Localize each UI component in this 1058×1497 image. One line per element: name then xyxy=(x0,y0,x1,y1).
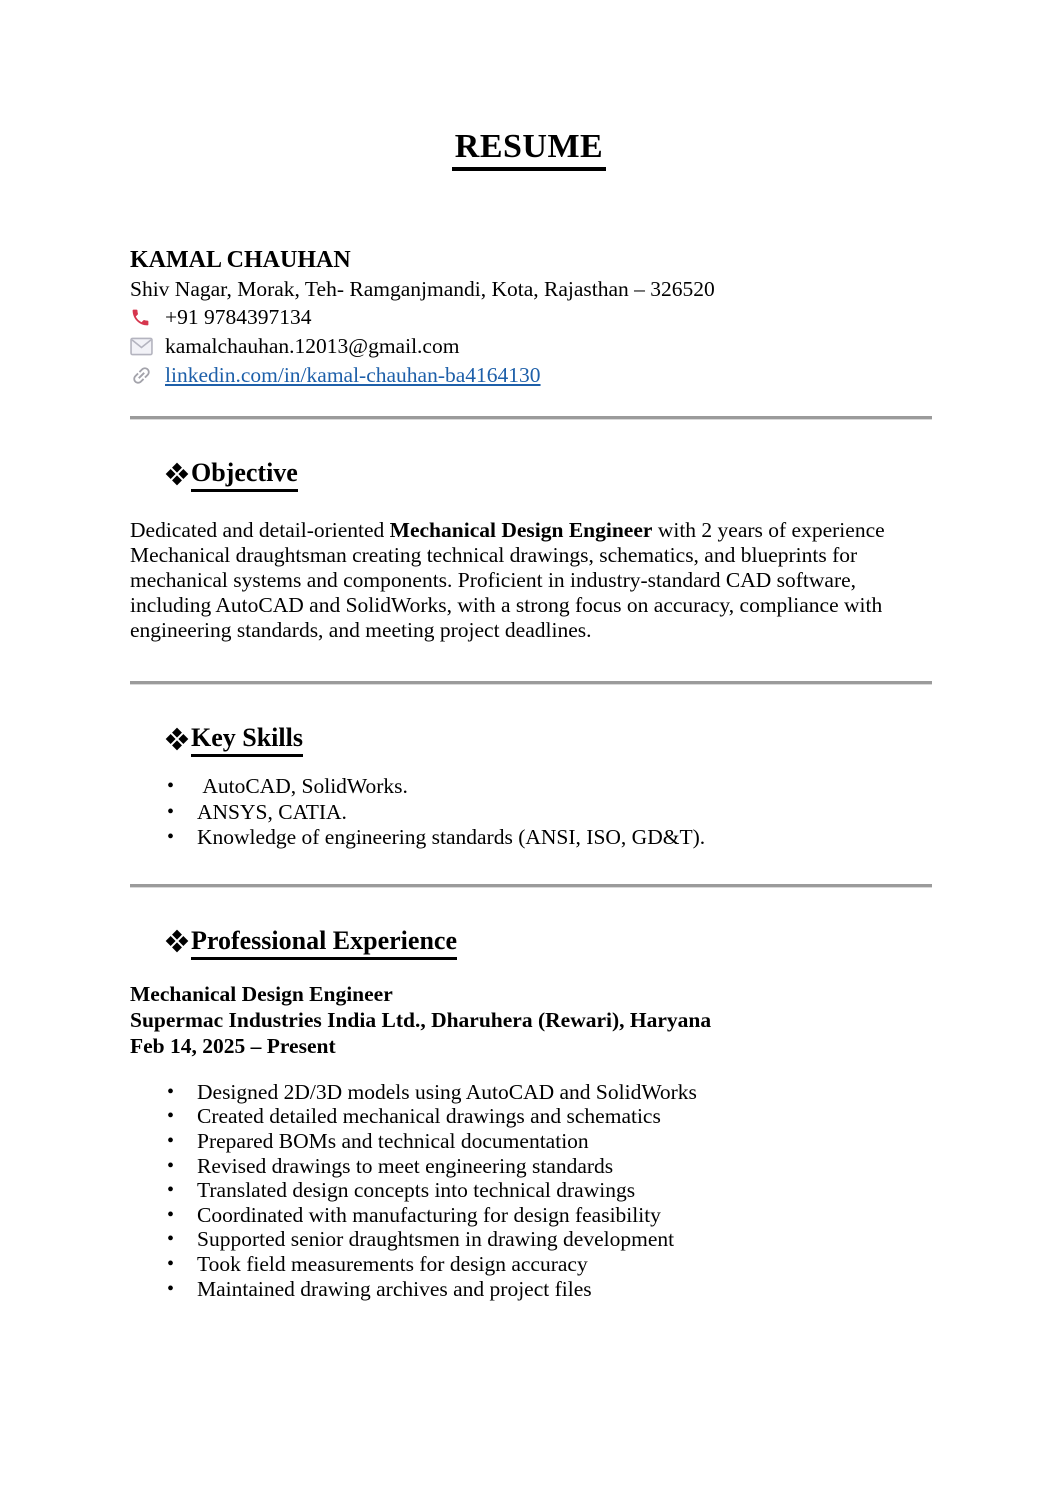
email-address: kamalchauhan.12013@gmail.com xyxy=(165,334,460,359)
linkedin-link[interactable]: linkedin.com/in/kamal-chauhan-ba4164130 xyxy=(165,363,541,388)
objective-text xyxy=(130,518,887,643)
contact-name: KAMAL CHAUHAN xyxy=(130,247,351,274)
experience-item xyxy=(130,1154,932,1179)
skills-list xyxy=(130,774,932,851)
skill-item xyxy=(130,800,932,826)
content-area xyxy=(130,245,932,1301)
section-divider xyxy=(130,681,932,685)
phone-number: +91 9784397134 xyxy=(165,305,312,330)
key-skills-heading: Key Skills xyxy=(191,722,303,757)
experience-item-text: Supported senior draughtsmen in drawing development xyxy=(197,1227,675,1252)
objective-heading-row xyxy=(164,457,932,492)
diamond-marker-icon xyxy=(164,728,191,752)
skill-item-text: ANSYS, CATIA. xyxy=(197,799,347,824)
skill-item-text: Knowledge of engineering standards (ANSI, ISO, GD&T). xyxy=(197,825,706,850)
envelope-icon xyxy=(130,335,156,359)
job-title: Mechanical Design Engineer xyxy=(130,981,393,1006)
experience-item-text: Coordinated with manufacturing for design feasibility xyxy=(197,1202,661,1227)
experience-item-text: Created detailed mechanical drawings and schematics xyxy=(197,1104,661,1129)
skill-item xyxy=(130,825,932,851)
experience-item-text: Designed 2D/3D models using AutoCAD and SolidWorks xyxy=(197,1079,697,1104)
objective-section xyxy=(130,457,932,643)
experience-item xyxy=(130,1203,932,1228)
title-wrap xyxy=(0,0,1058,171)
company-line: Supermac Industries India Ltd., Dharuhera (Rewari), Haryana xyxy=(130,1007,712,1032)
link-icon xyxy=(130,364,156,388)
objective-text-bold: Mechanical Design Engineer xyxy=(389,518,653,543)
contact-address: Shiv Nagar, Morak, Teh- Ramganjmandi, Kota, Rajasthan – 326520 xyxy=(130,277,715,302)
dates-line: Feb 14, 2025 – Present xyxy=(130,1033,336,1058)
experience-item-text: Prepared BOMs and technical documentation xyxy=(197,1129,589,1154)
phone-icon xyxy=(130,306,156,330)
objective-text-prefix: Dedicated and detail-oriented xyxy=(130,518,390,543)
experience-heading-row xyxy=(164,925,932,960)
key-skills-heading-row xyxy=(164,722,932,757)
skill-item-text: AutoCAD, SolidWorks. xyxy=(197,774,408,799)
document-title: RESUME xyxy=(452,128,606,171)
experience-item xyxy=(130,1252,932,1277)
phone-row xyxy=(130,303,932,332)
section-divider xyxy=(130,884,932,888)
experience-list xyxy=(130,1080,932,1301)
experience-item xyxy=(130,1129,932,1154)
experience-item xyxy=(130,1178,932,1203)
objective-heading: Objective xyxy=(191,457,298,492)
experience-item-text: Translated design concepts into technical drawings xyxy=(197,1178,636,1203)
experience-item-text: Maintained drawing archives and project files xyxy=(197,1276,592,1301)
experience-item xyxy=(130,1104,932,1129)
experience-item xyxy=(130,1277,932,1302)
experience-item-text: Took field measurements for design accuracy xyxy=(197,1252,588,1277)
objective-text-suffix: with 2 years of experience Mechanical draughtsman creating technical drawings, schematics, and blueprints for mechanical systems and components. Proficient in industry-standard CAD software, including AutoCAD and SolidWorks, with a strong focus on accuracy, compliance with engineering standards, and meeting project deadlines. xyxy=(130,518,885,643)
linkedin-row xyxy=(130,361,932,390)
contact-block xyxy=(130,245,932,390)
diamond-marker-icon xyxy=(164,930,191,954)
section-divider xyxy=(130,416,932,420)
email-row xyxy=(130,332,932,361)
skill-item xyxy=(130,774,932,800)
diamond-marker-icon xyxy=(164,463,191,487)
experience-section xyxy=(130,925,932,1301)
experience-item xyxy=(130,1080,932,1105)
experience-heading: Professional Experience xyxy=(191,925,457,960)
key-skills-section xyxy=(130,722,932,851)
experience-item xyxy=(130,1227,932,1252)
experience-item-text: Revised drawings to meet engineering standards xyxy=(197,1153,614,1178)
job-block xyxy=(130,981,932,1059)
